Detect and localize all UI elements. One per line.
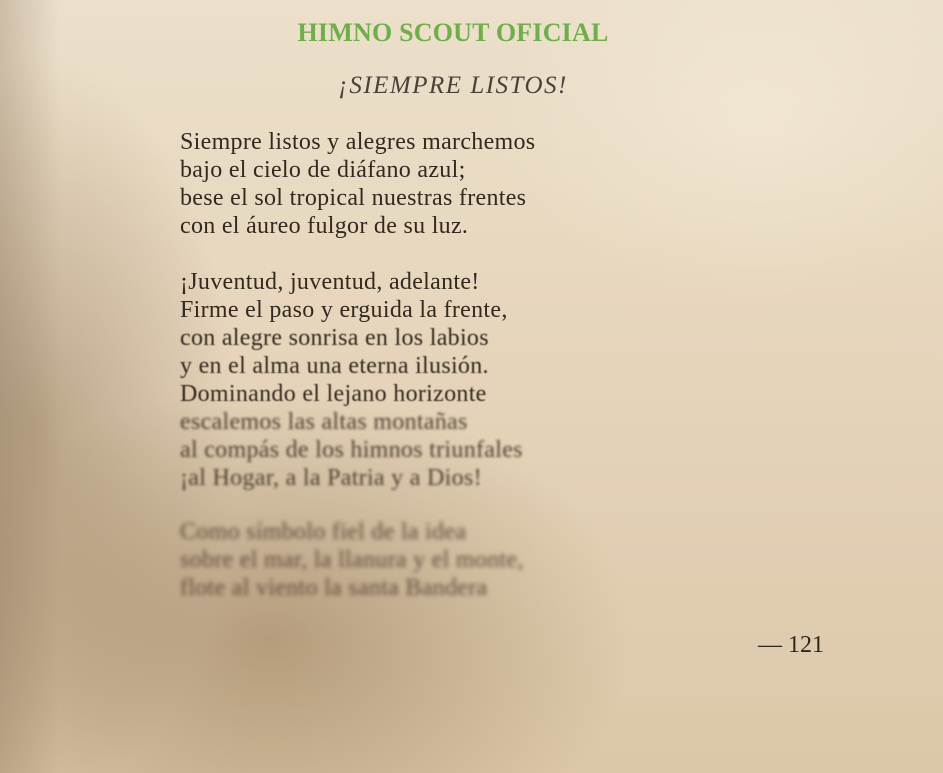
verse-line: Siempre listos y alegres marchemos [180,129,536,155]
verse-line: Como símbolo fiel de la idea [180,519,467,545]
verse-line: Dominando el lejano horizonte [180,381,487,407]
verse-line: Firme el paso y erguida la frente, [180,297,508,323]
stanza-2 [180,268,523,492]
verse-line: ¡al Hogar, a la Patria y a Dios! [180,465,482,491]
verse-line: escalemos las altas montañas [180,409,468,435]
verse-line: sobre el mar, la llanura y el monte, [180,547,524,573]
page-title: HIMNO SCOUT OFICIAL [297,18,609,47]
page-shadow [0,0,60,773]
verse-line: y en el alma una eterna ilusión. [180,353,489,379]
page-number: — 121 [758,632,824,658]
verse-line: con alegre sonrisa en los labios [180,325,489,351]
verse-line: al compás de los himnos triunfales [180,437,523,463]
verse-line: con el áureo fulgor de su luz. [180,213,469,239]
stanza-3 [180,518,524,602]
verse-line: bajo el cielo de diáfano azul; [180,157,466,183]
stanza-1 [180,128,535,240]
verse-line: bese el sol tropical nuestras frentes [180,185,527,211]
verse-line: ¡Juventud, juventud, adelante! [180,269,480,295]
verse-line: flote al viento la santa Bandera [180,575,488,601]
hymn-subtitle: ¡SIEMPRE LISTOS! [338,72,568,99]
